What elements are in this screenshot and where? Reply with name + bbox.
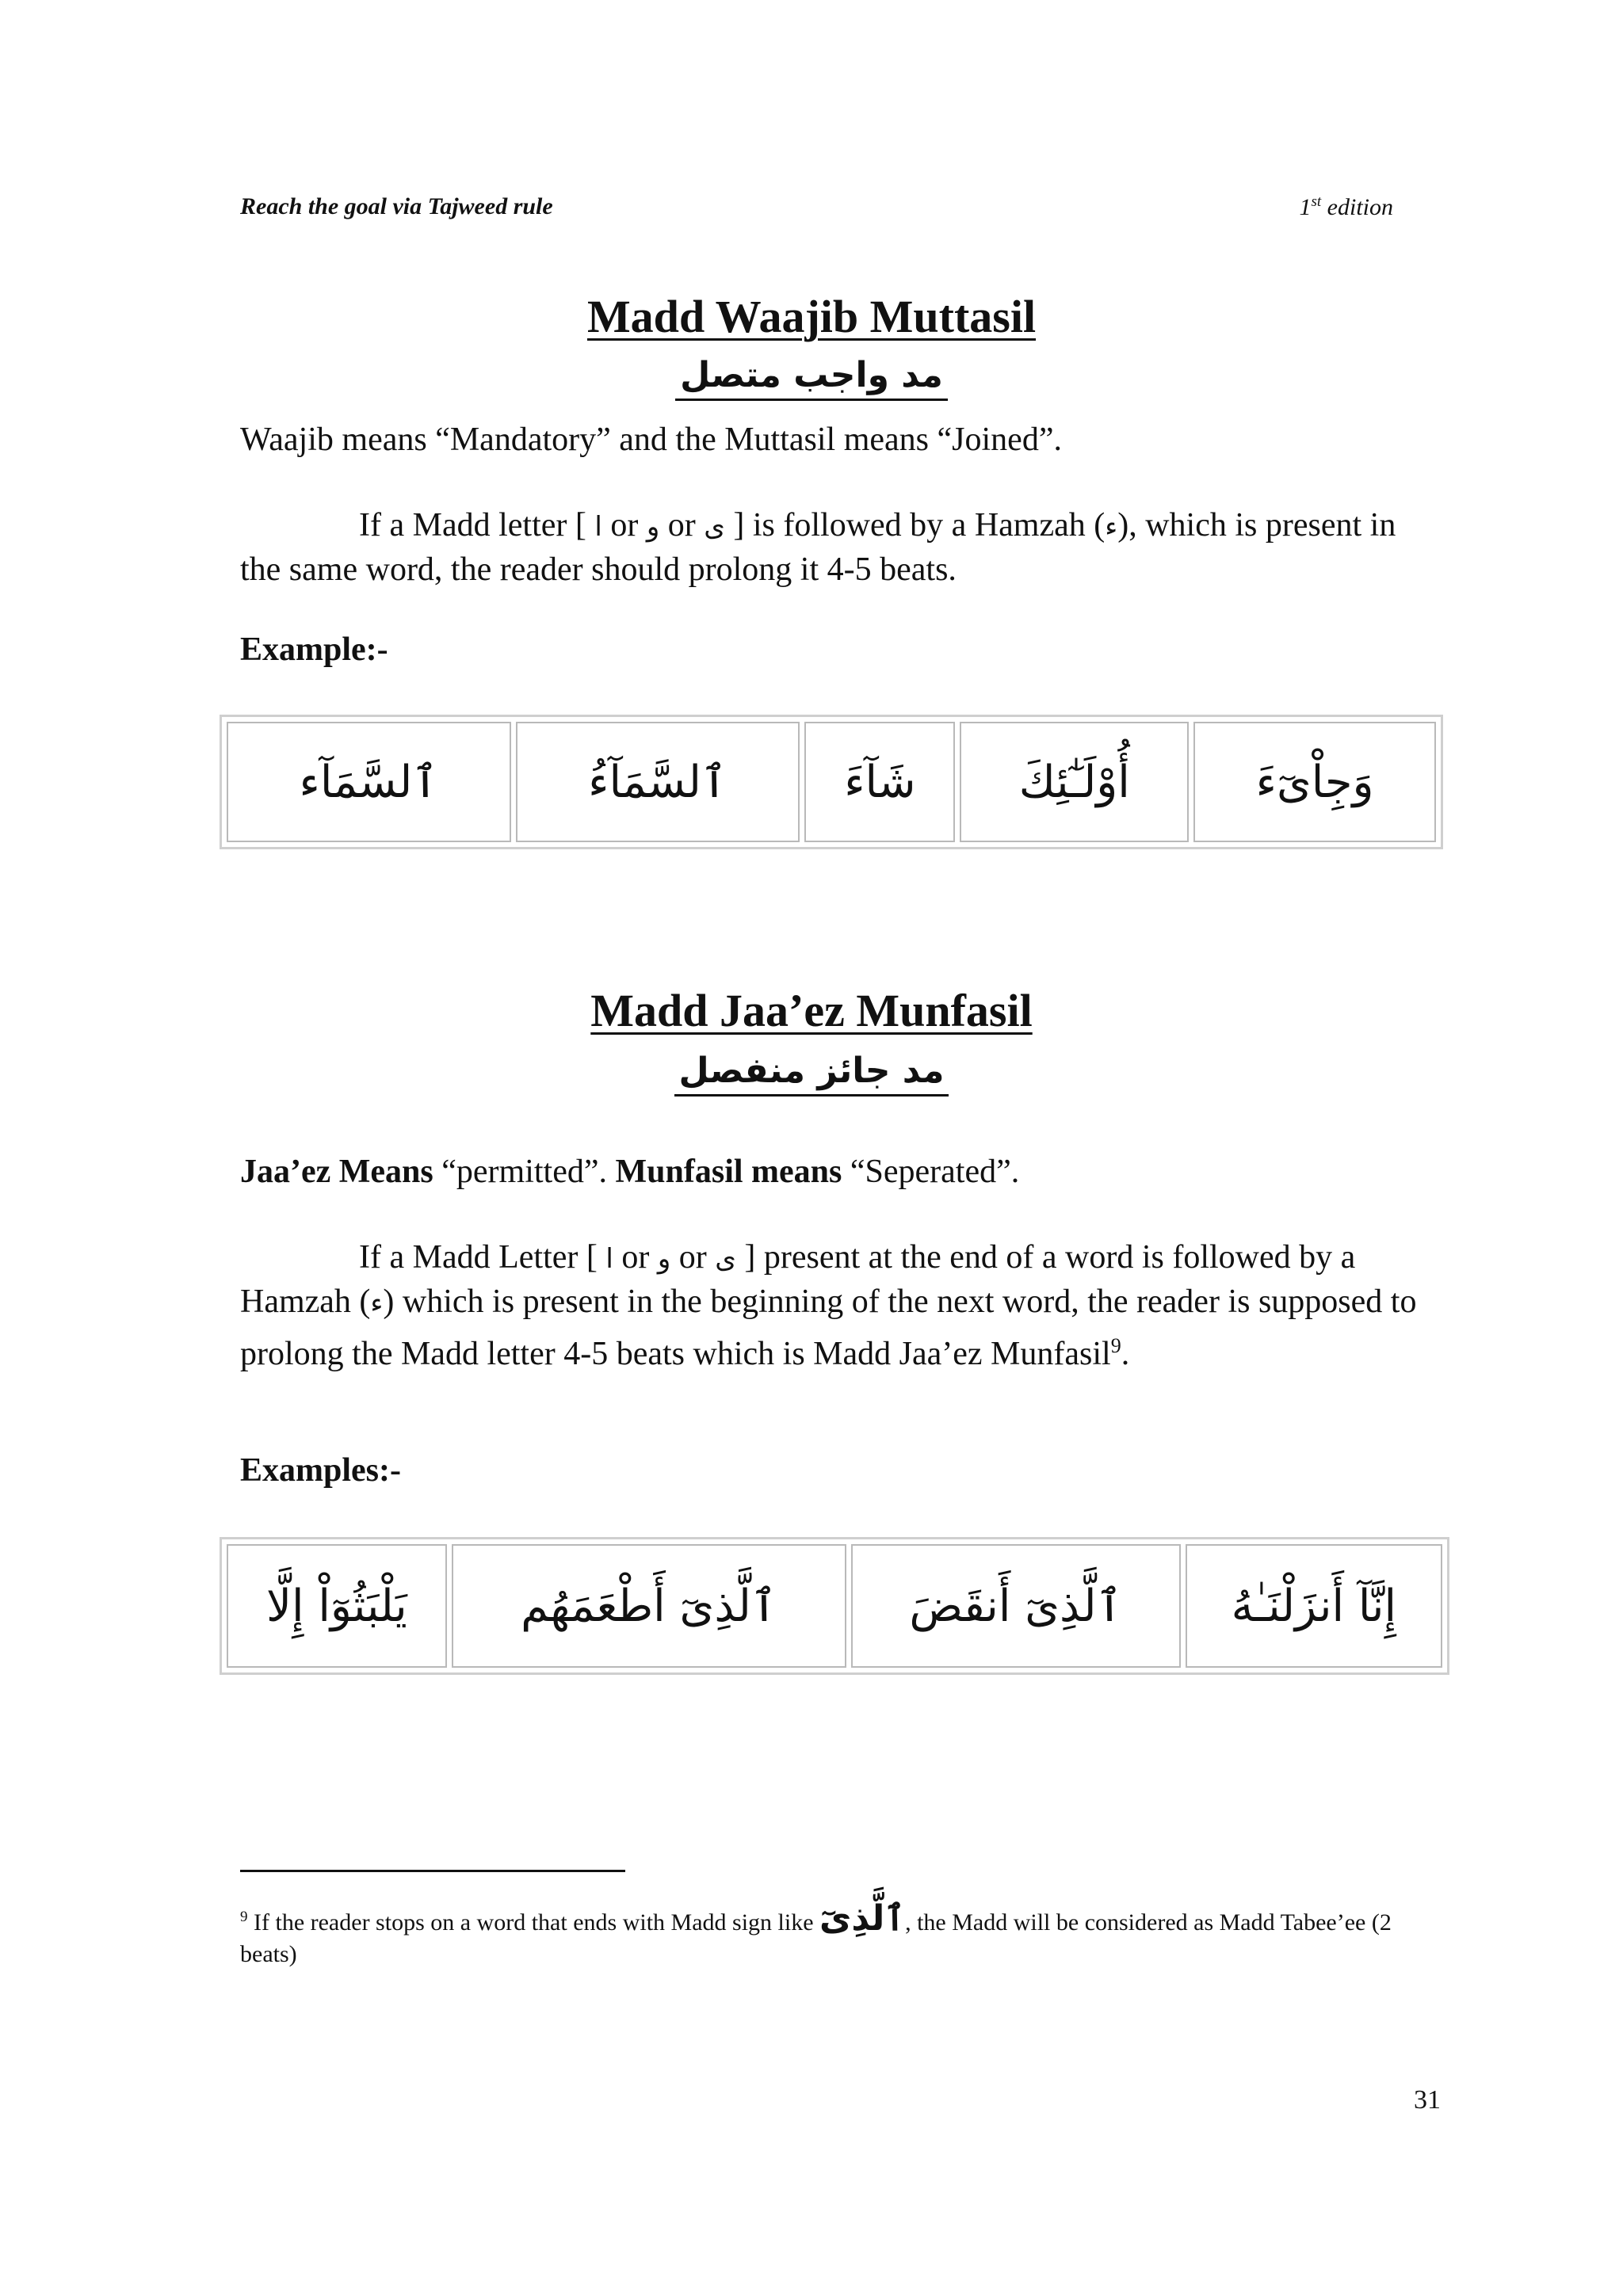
footnote-separator — [240, 1870, 625, 1872]
running-header-edition: 1st edition — [1299, 193, 1393, 220]
examples-table — [220, 1537, 1449, 1675]
rule-paragraph: If a Madd Letter [ ا or و or ى ] present at the end of a word is followed by a Hamzah (ء) which is present in the beginning of the next word, the reader is supposed to prolong the Madd letter 4-5 beats which is Madd Jaa’ez Munfasil$^9$. — [240, 1239, 1417, 1372]
section-title-madd-jaaez: Madd Jaa’ez Munfasil — [590, 985, 1033, 1036]
example-cell: ٱلسَّمَآء — [227, 722, 511, 842]
examples-label: Examples:- — [240, 1452, 401, 1489]
example-cell: وَجِاْىٓءَ — [1193, 722, 1436, 842]
example-cell: ٱلَّذِىٓ أَنقَضَ — [851, 1544, 1181, 1668]
footnote: $^9$ If the reader stops on a word that ends with Madd sign like ٱلَّذِىٓ, the Madd will be considered as Madd Tabee’ee (2 beats) — [240, 1898, 1392, 1967]
examples-table — [220, 715, 1443, 849]
running-header-title: Reach the goal via Tajweed rule — [240, 193, 553, 219]
example-cell: ٱلَّذِىٓ أَطْعَمَهُم — [452, 1544, 846, 1668]
example-cell: إِنَّآ أَنزَلْنَـٰهُ — [1186, 1544, 1442, 1668]
section-arabic-title: مد جائز منفصل — [0, 1051, 1623, 1097]
definition-paragraph: Jaa’ez Means “permitted”. Munfasil means “Seperated”. — [240, 1154, 1020, 1190]
footnote-reference: 9 — [1110, 1334, 1121, 1357]
rule-paragraph: If a Madd letter [ ا or و or ى ] is followed by a Hamzah (ء), which is present in the same word, the reader should prolong it 4-5 beats. — [240, 507, 1396, 588]
section-title-madd-waajib: Madd Waajib Muttasil — [586, 291, 1037, 342]
example-cell: يَلْبَثُوٓاْ إِلَّا — [227, 1544, 447, 1668]
example-cell: ٱلسَّمَآءُ — [516, 722, 800, 842]
definition-paragraph: Waajib means “Mandatory” and the Muttasil means “Joined”. — [240, 421, 1062, 458]
example-cell: شَآءَ — [804, 722, 955, 842]
section-arabic-title: مد واجب متصل — [0, 355, 1623, 401]
example-cell: أُوْلَـٰٓئِكَ — [960, 722, 1189, 842]
example-label: Example:- — [240, 631, 388, 668]
page-number: 31 — [1414, 2085, 1441, 2115]
